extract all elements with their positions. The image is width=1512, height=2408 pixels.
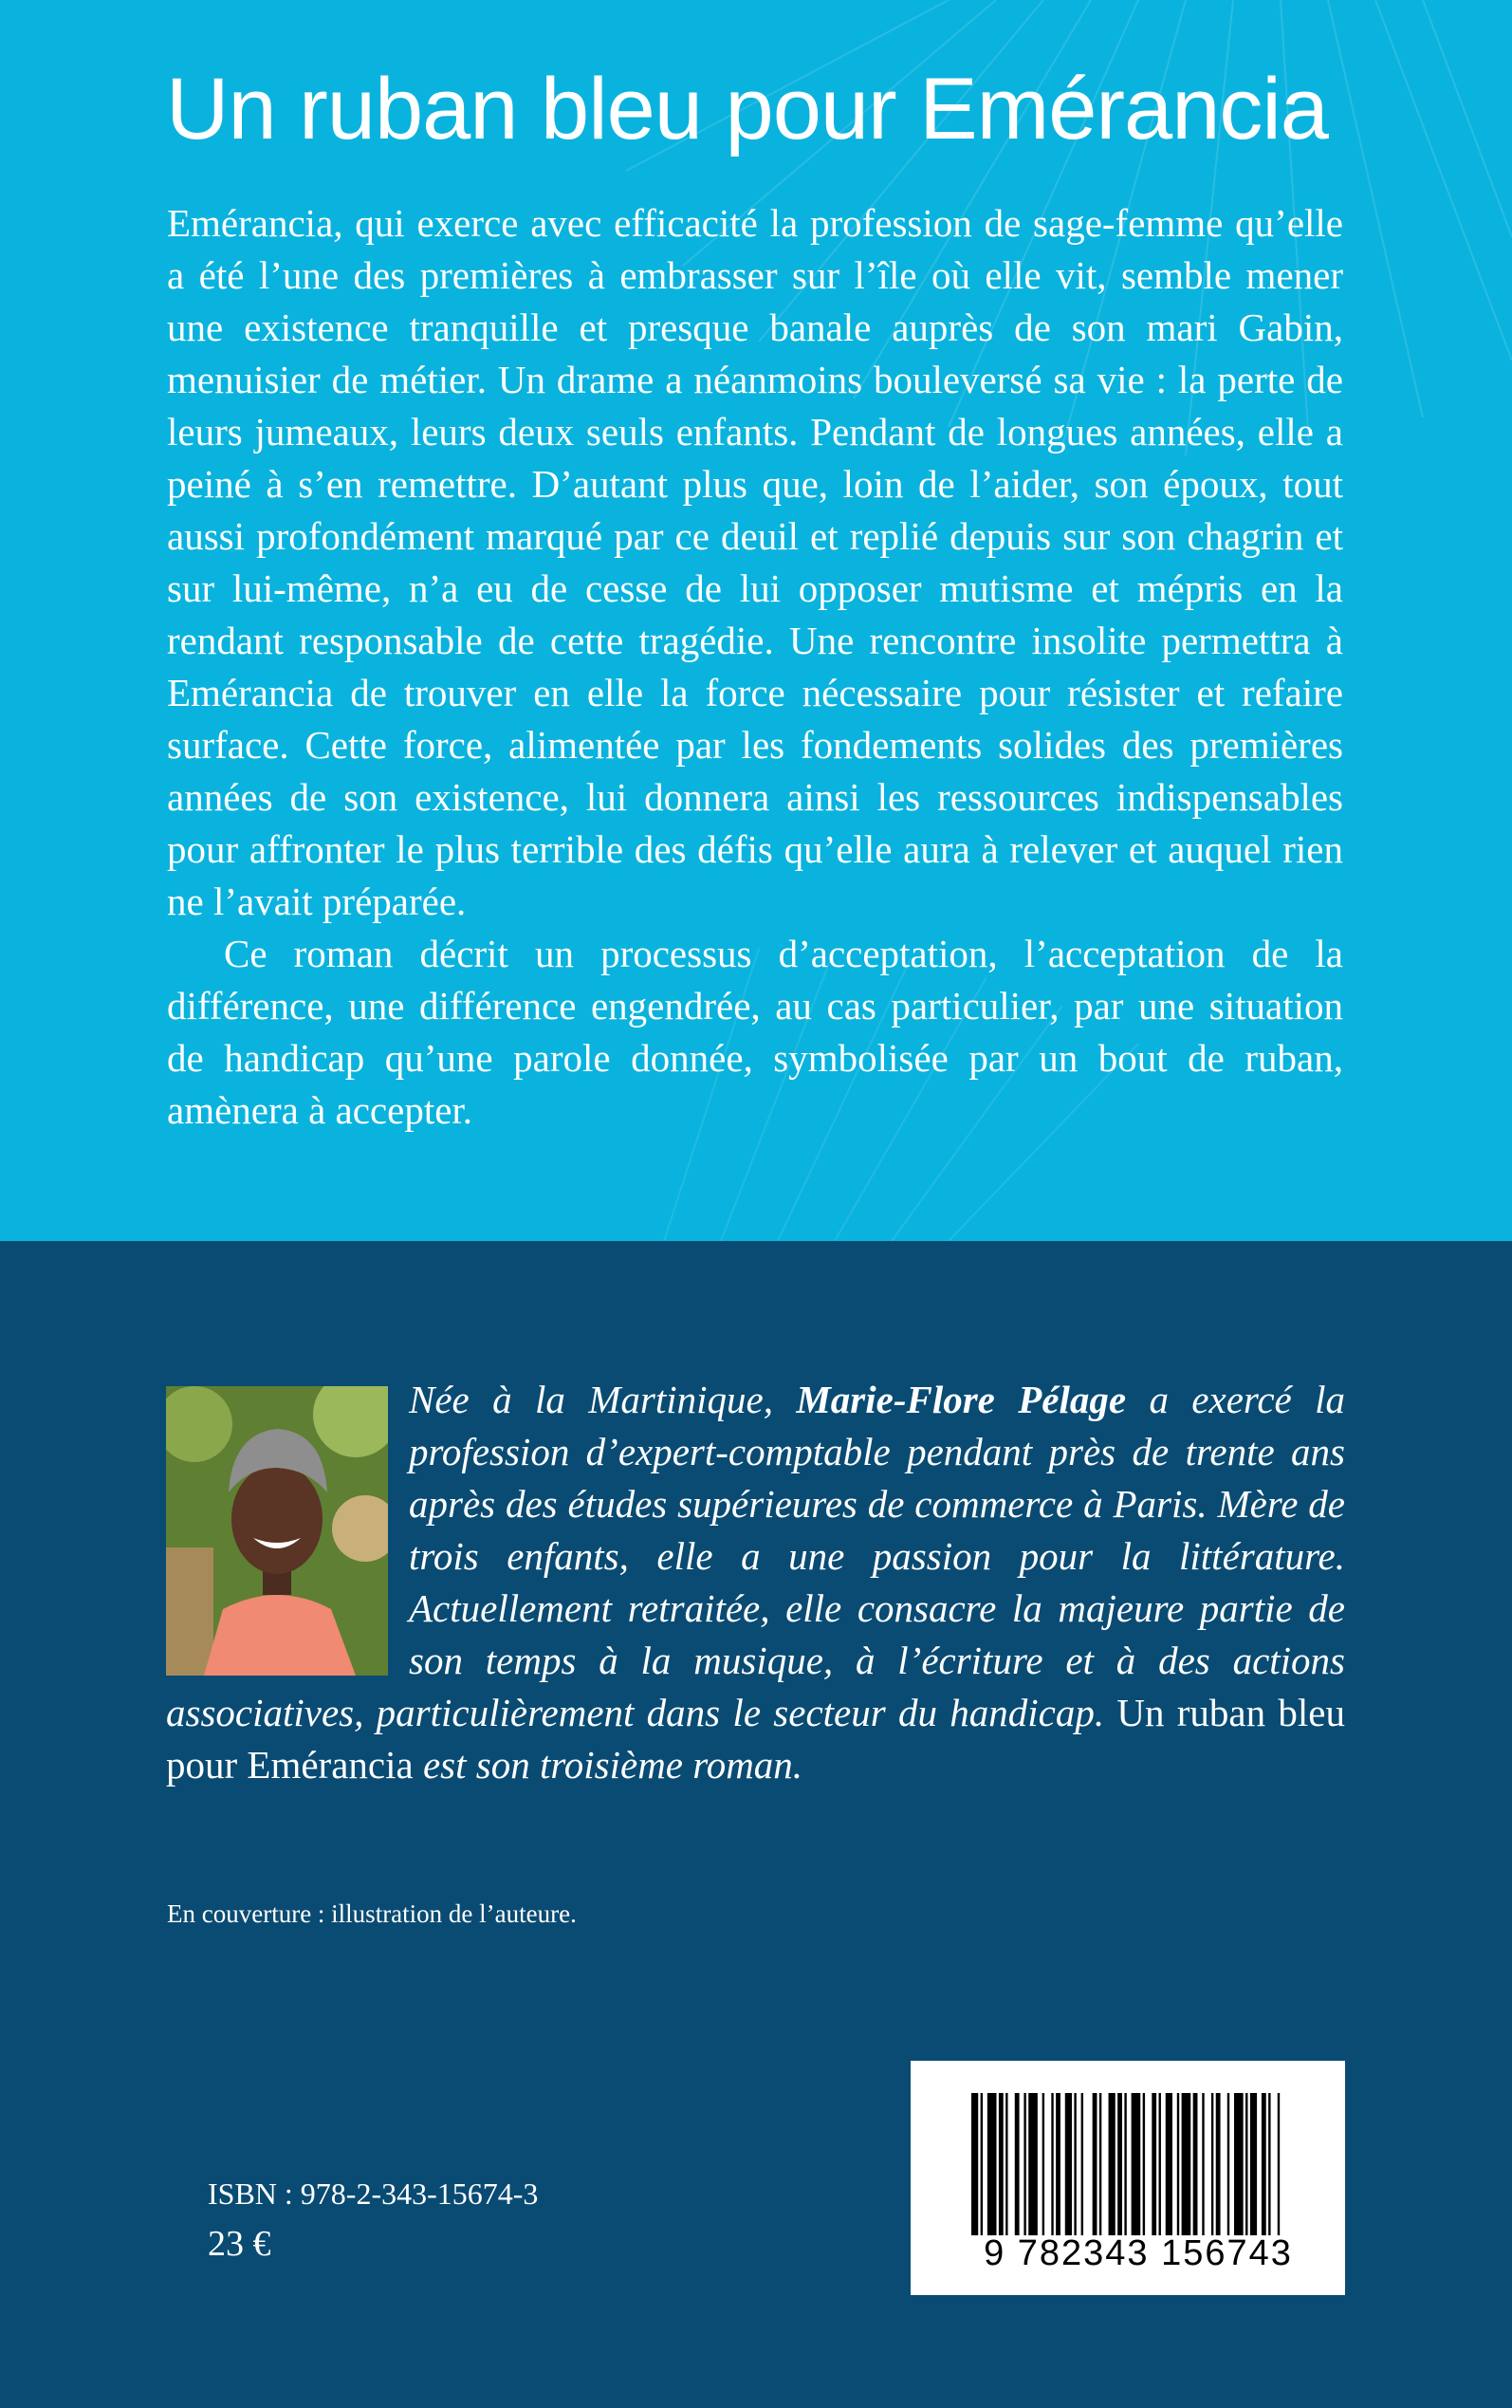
barcode-bar xyxy=(987,2093,997,2235)
barcode-number: 9 782343 156743 xyxy=(984,2233,1293,2273)
barcode-box xyxy=(911,2061,1345,2295)
synopsis xyxy=(167,197,1343,1137)
barcode-bar xyxy=(971,2093,978,2235)
barcode-bar xyxy=(1056,2093,1060,2235)
barcode-bar xyxy=(1051,2093,1053,2235)
barcode-bar xyxy=(1152,2093,1156,2235)
barcode-bar xyxy=(1268,2093,1270,2235)
barcode-bar xyxy=(1234,2093,1244,2235)
barcode-bar xyxy=(1132,2093,1141,2235)
barcode-bar xyxy=(1117,2093,1122,2235)
synopsis-paragraph-2: Ce roman décrit un processus d’acceptation, l’acceptation de la différence, une différence engendrée, au cas particulier, par une situation de handicap qu’une parole donnée, symbolisée par un bout de ruban, amènera à accepter. xyxy=(167,932,1343,1132)
barcode-bar xyxy=(1250,2093,1257,2235)
bio-book-title: Un ruban bleu pour Emérancia xyxy=(166,1691,1345,1787)
photo-wrap-space xyxy=(166,1374,409,1670)
synopsis-paragraph-1: Emérancia, qui exerce avec efficacité la profession de sage-femme qu’elle a été l’une des premières à embrasser sur l’île où elle vit, semble mener une existence tranquille et presque banale auprès de son mari Gabin, menuisier de métier. Un drame a néanmoins bouleversé sa vie : la perte de leurs jumeaux, leurs deux seuls enfants. Pendant de longues années, elle a peiné à s’en remettre. D’autant plus que, loin de l’aider, son époux, tout aussi profondément marqué par ce deuil et replié depuis sur son chagrin et sur lui-même, n’a eu de cesse de lui opposer mutisme et mépris en la rendant responsable de cette tragédie. Une rencontre insolite permettra à Emérancia de trouver en elle la force nécessaire pour résister et refaire surface. Cette force, alimentée par les fondements solides des premières années de son existence, lui donnera ainsi les ressources indispensables pour affronter le plus terrible des défis qu’elle aura à relever et auquel rien ne l’avait préparée. xyxy=(167,201,1343,923)
barcode-bar xyxy=(1065,2093,1072,2235)
barcode-bar xyxy=(1023,2093,1025,2235)
barcode-bar xyxy=(1278,2093,1280,2235)
cover-credit: En couverture : illustration de l’auteure. xyxy=(167,1899,577,1928)
bio-part-1: Née à la Martinique, xyxy=(409,1378,797,1421)
barcode-bar xyxy=(1262,2093,1266,2235)
barcode-bar xyxy=(1177,2093,1179,2235)
barcode-bar xyxy=(1074,2093,1076,2235)
barcode-bar xyxy=(981,2093,983,2235)
barcode-bar xyxy=(1005,2093,1007,2235)
bio-part-3: est son troisième roman. xyxy=(413,1743,803,1787)
barcode-bar xyxy=(1159,2093,1161,2235)
barcode-bar xyxy=(999,2093,1004,2235)
barcode-bar xyxy=(1182,2093,1191,2235)
barcode-bar xyxy=(1099,2093,1101,2235)
barcode-bar xyxy=(1109,2093,1116,2235)
barcode-bar xyxy=(1227,2093,1229,2235)
bio-part-2: a exercé la profession d’expert-comptable pendant près de trente ans après des études supérieures de commerce à Paris. Mère de trois enfants, elle a une passion pour la littérature. Actuellement retraitée, elle consacre la majeure partie de son temps à la musique, à l’écriture et à des actions associatives, particulièrement dans le secteur du handicap. xyxy=(166,1378,1345,1734)
barcode-bar xyxy=(1211,2093,1213,2235)
barcode-bar xyxy=(1028,2093,1038,2235)
book-title: Un ruban bleu pour Emérancia xyxy=(166,61,1328,157)
barcode-bar xyxy=(1193,2093,1198,2235)
barcode xyxy=(971,2093,1284,2235)
price: 23 € xyxy=(208,2224,271,2264)
isbn: ISBN : 978-2-343-15674-3 xyxy=(208,2176,539,2211)
barcode-bar xyxy=(1202,2093,1204,2235)
author-bio xyxy=(166,1374,1345,1791)
barcode-bar xyxy=(1124,2093,1126,2235)
author-name: Marie-Flore Pélage xyxy=(796,1378,1127,1421)
barcode-bar xyxy=(1245,2093,1247,2235)
barcode-bar xyxy=(1143,2093,1145,2235)
barcode-bar xyxy=(1015,2093,1020,2235)
barcode-bar xyxy=(1042,2093,1044,2235)
barcode-bar xyxy=(1166,2093,1172,2235)
barcode-bar xyxy=(1216,2093,1221,2235)
barcode-bar xyxy=(1093,2093,1097,2235)
barcode-bar xyxy=(1081,2093,1083,2235)
